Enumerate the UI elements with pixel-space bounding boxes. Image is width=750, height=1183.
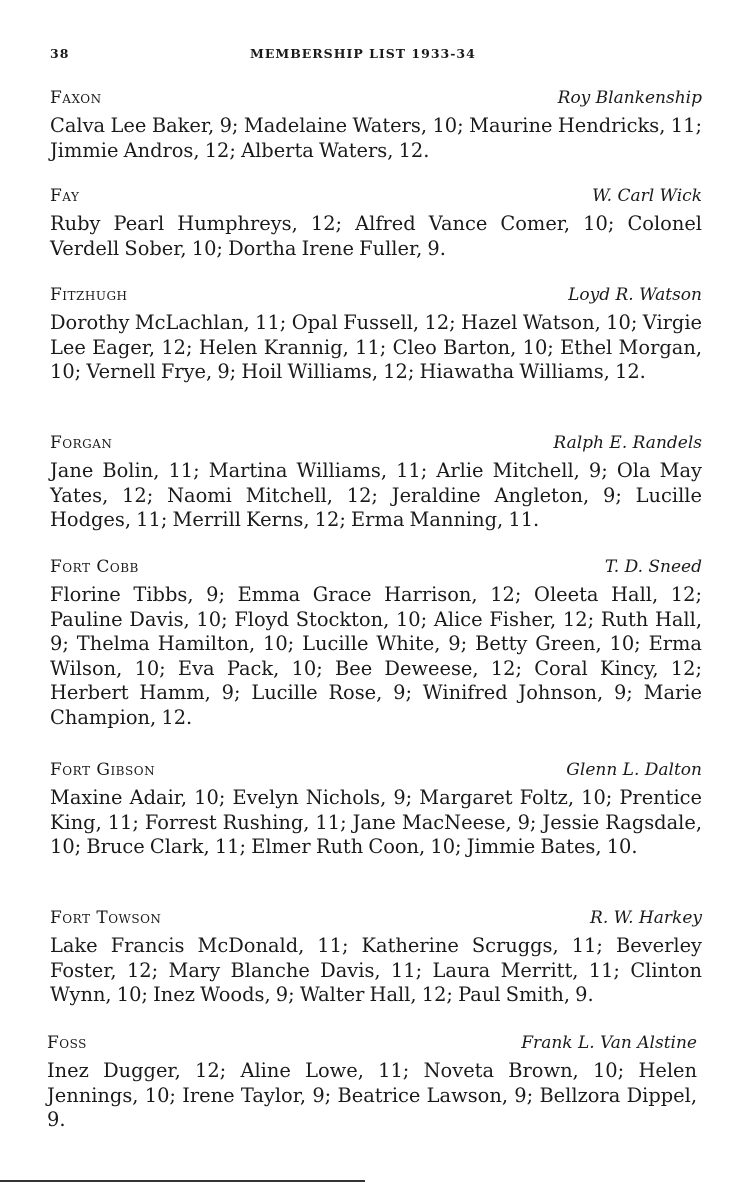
sponsor-name: Roy Blankenship (557, 88, 702, 108)
town-name: Fort Cobb (50, 557, 139, 577)
sponsor-name: W. Carl Wick (592, 186, 702, 206)
page-title: MEMBERSHIP LIST 1933-34 (250, 46, 476, 61)
sponsor-name: Ralph E. Randels (553, 433, 702, 453)
town-name: Fort Gibson (50, 760, 156, 780)
school-entry (50, 908, 702, 1008)
member-list: Maxine Adair, 10; Evelyn Nichols, 9; Margaret Foltz, 10; Prentice King, 11; Forrest Rushing, 11; Jane MacNeese, 9; Jessie Ragsdale, 10; Bruce Clark, 11; Elmer Ruth Coon, 10; Jimmie Bates, 10. (50, 786, 702, 858)
sponsor-name: T. D. Sneed (604, 557, 702, 577)
member-list: Lake Francis McDonald, 11; Katherine Scruggs, 11; Beverley Foster, 12; Mary Blanche Davis, 11; Laura Merritt, 11; Clinton Wynn, 10; Inez Woods, 9; Walter Hall, 12; Paul Smith, 9. (50, 934, 702, 1006)
member-list: Calva Lee Baker, 9; Madelaine Waters, 10; Maurine Hendricks, 11; Jimmie Andros, 12; Alberta Waters, 12. (50, 114, 702, 162)
sponsor-name: Glenn L. Dalton (566, 760, 702, 780)
school-entry (50, 760, 702, 860)
school-entry (50, 186, 702, 261)
town-name: Fitzhugh (50, 285, 128, 305)
school-entry (50, 433, 702, 533)
sponsor-name: Frank L. Van Alstine (521, 1033, 697, 1053)
member-list: Ruby Pearl Humphreys, 12; Alfred Vance Comer, 10; Colonel Verdell Sober, 10; Dortha Irene Fuller, 9. (50, 212, 702, 260)
member-list: Florine Tibbs, 9; Emma Grace Harrison, 12; Oleeta Hall, 12; Pauline Davis, 10; Floyd Stockton, 10; Alice Fisher, 12; Ruth Hall, 9; Thelma Hamilton, 10; Lucille White, 9; Betty Green, 10; Erma Wilson, 10; Eva Pack, 10; Bee Deweese, 12; Coral Kincy, 12; Herbert Hamm, 9; Lucille Rose, 9; Winifred Johnson, 9; Marie Champion, 12. (50, 583, 702, 729)
town-name: Faxon (50, 88, 102, 108)
town-name: Forgan (50, 433, 113, 453)
town-name: Fay (50, 186, 80, 206)
member-list: Jane Bolin, 11; Martina Williams, 11; Arlie Mitchell, 9; Ola May Yates, 12; Naomi Mitchell, 12; Jeraldine Angleton, 9; Lucille Hodges, 11; Merrill Kerns, 12; Erma Manning, 11. (50, 459, 702, 531)
school-entry (50, 88, 702, 163)
member-list: Inez Dugger, 12; Aline Lowe, 11; Noveta Brown, 10; Helen Jennings, 10; Irene Taylor, 9; Beatrice Lawson, 9; Bellzora Dippel, 9. (47, 1059, 697, 1131)
town-name: Foss (47, 1033, 87, 1053)
sponsor-name: R. W. Harkey (590, 908, 702, 928)
footer-rule (0, 1180, 365, 1182)
town-name: Fort Towson (50, 908, 162, 928)
page-number: 38 (50, 46, 70, 61)
school-entry (47, 1033, 697, 1133)
sponsor-name: Loyd R. Watson (568, 285, 702, 305)
school-entry (50, 557, 702, 730)
school-entry (50, 285, 702, 385)
member-list: Dorothy McLachlan, 11; Opal Fussell, 12; Hazel Watson, 10; Virgie Lee Eager, 12; Helen Krannig, 11; Cleo Barton, 10; Ethel Morgan, 10; Vernell Frye, 9; Hoil Williams, 12; Hiawatha Williams, 12. (50, 311, 702, 383)
